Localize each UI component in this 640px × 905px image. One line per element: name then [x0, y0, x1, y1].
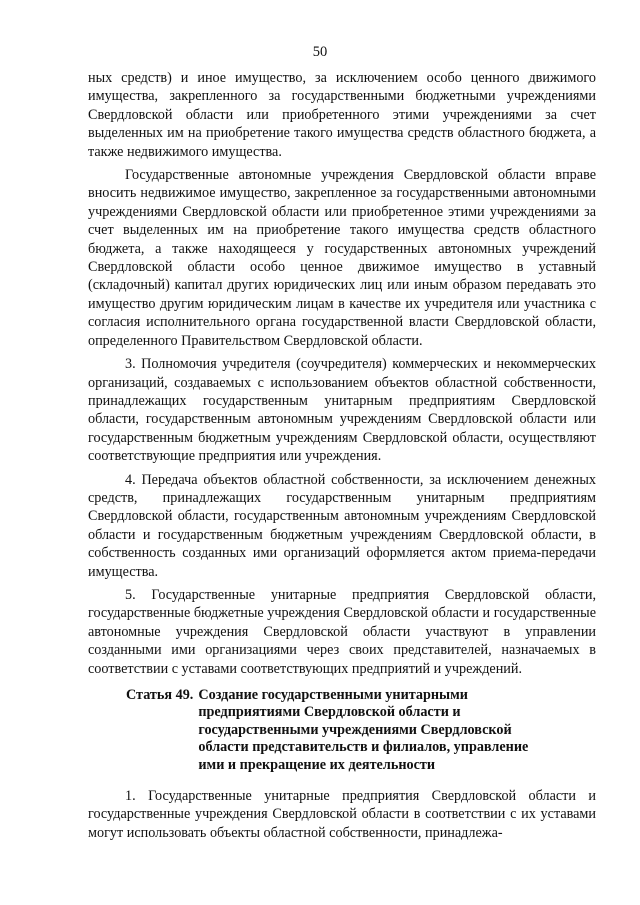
article-label: Статья 49. — [126, 687, 194, 703]
article-title — [193, 687, 596, 774]
article-heading — [88, 687, 596, 774]
paragraph-item-5: 5. Государственные унитарные предприятия Свердловской области, государственные бюджетные учреждения Свердловской области и государственные автономные учреждения Свердловской области участвуют в управлении созданными ими организациями через своих представителей, назначаемых в соответствии с уставами соответствующих предприятий и учреждений. — [88, 586, 596, 677]
article-title-line: ими и прекращение их деятельности — [198, 756, 436, 773]
document-body — [88, 69, 596, 847]
paragraph-article-49-item-1: 1. Государственные унитарные предприятия Свердловской области и государственные учреждения Свердловской области в соответствии с их уставами могут использовать объекты областной собственности, принадлежа- — [88, 788, 596, 841]
paragraph-item-4: 4. Передача объектов областной собственности, за исключением денежных средств, принадлежащих государственным унитарным предприятиям Свердловской области, государственным автономным учреждениям Свердловской области и государственным бюджетным учреждениям Свердловской области, в собственность созданных ими организаций оформляется актом приема-передачи имущества. — [88, 471, 596, 580]
paragraph-item-3: 3. Полномочия учредителя (соучредителя) коммерческих и некоммерческих организаций, создаваемых с использованием объектов областной собственности, принадлежащих государственным унитарным предприятиям Свердловской области, государственным автономным учреждениям Свердловской области или государственным бюджетным учреждениям Свердловской области, осуществляют соответствующие предприятия или учреждения. — [88, 356, 596, 465]
paragraph-continuation: ных средств) и иное имущество, за исключением особо ценного движимого имущества, закрепленного за государственными бюджетными учреждениями Свердловской области или приобретенного этими учреждениями за счет выделенных им на приобретение такого имущества средств областного бюджета, а также недвижимого имущества. — [88, 70, 596, 160]
article-title-line: Создание государственными унитарными — [198, 687, 468, 703]
article-title-line: области представительств и филиалов, управление — [198, 739, 529, 756]
article-title-line: государственными учреждениями Свердловской — [198, 721, 512, 738]
article-title-line: предприятиями Свердловской области и — [198, 704, 461, 721]
page-number: 50 — [312, 44, 328, 60]
paragraph-autonomous-institutions: Государственные автономные учреждения Свердловской области вправе вносить недвижимое имущество, закрепленное за государственными автономными учреждениями Свердловской области или приобретенное этими учреждениями за счет выделенных им на приобретение такого имущества средств областного бюджета, а также находящееся у государственных автономных учреждений Свердловской области особо ценное движимое имущество в уставный (складочный) капитал других юридических лиц или иным образом передавать это имущество другим юридическим лицам в качестве их учредителя или участника с согласия исполнительного органа государственной власти Свердловской области, определенного Правительством Свердловской области. — [88, 167, 596, 349]
